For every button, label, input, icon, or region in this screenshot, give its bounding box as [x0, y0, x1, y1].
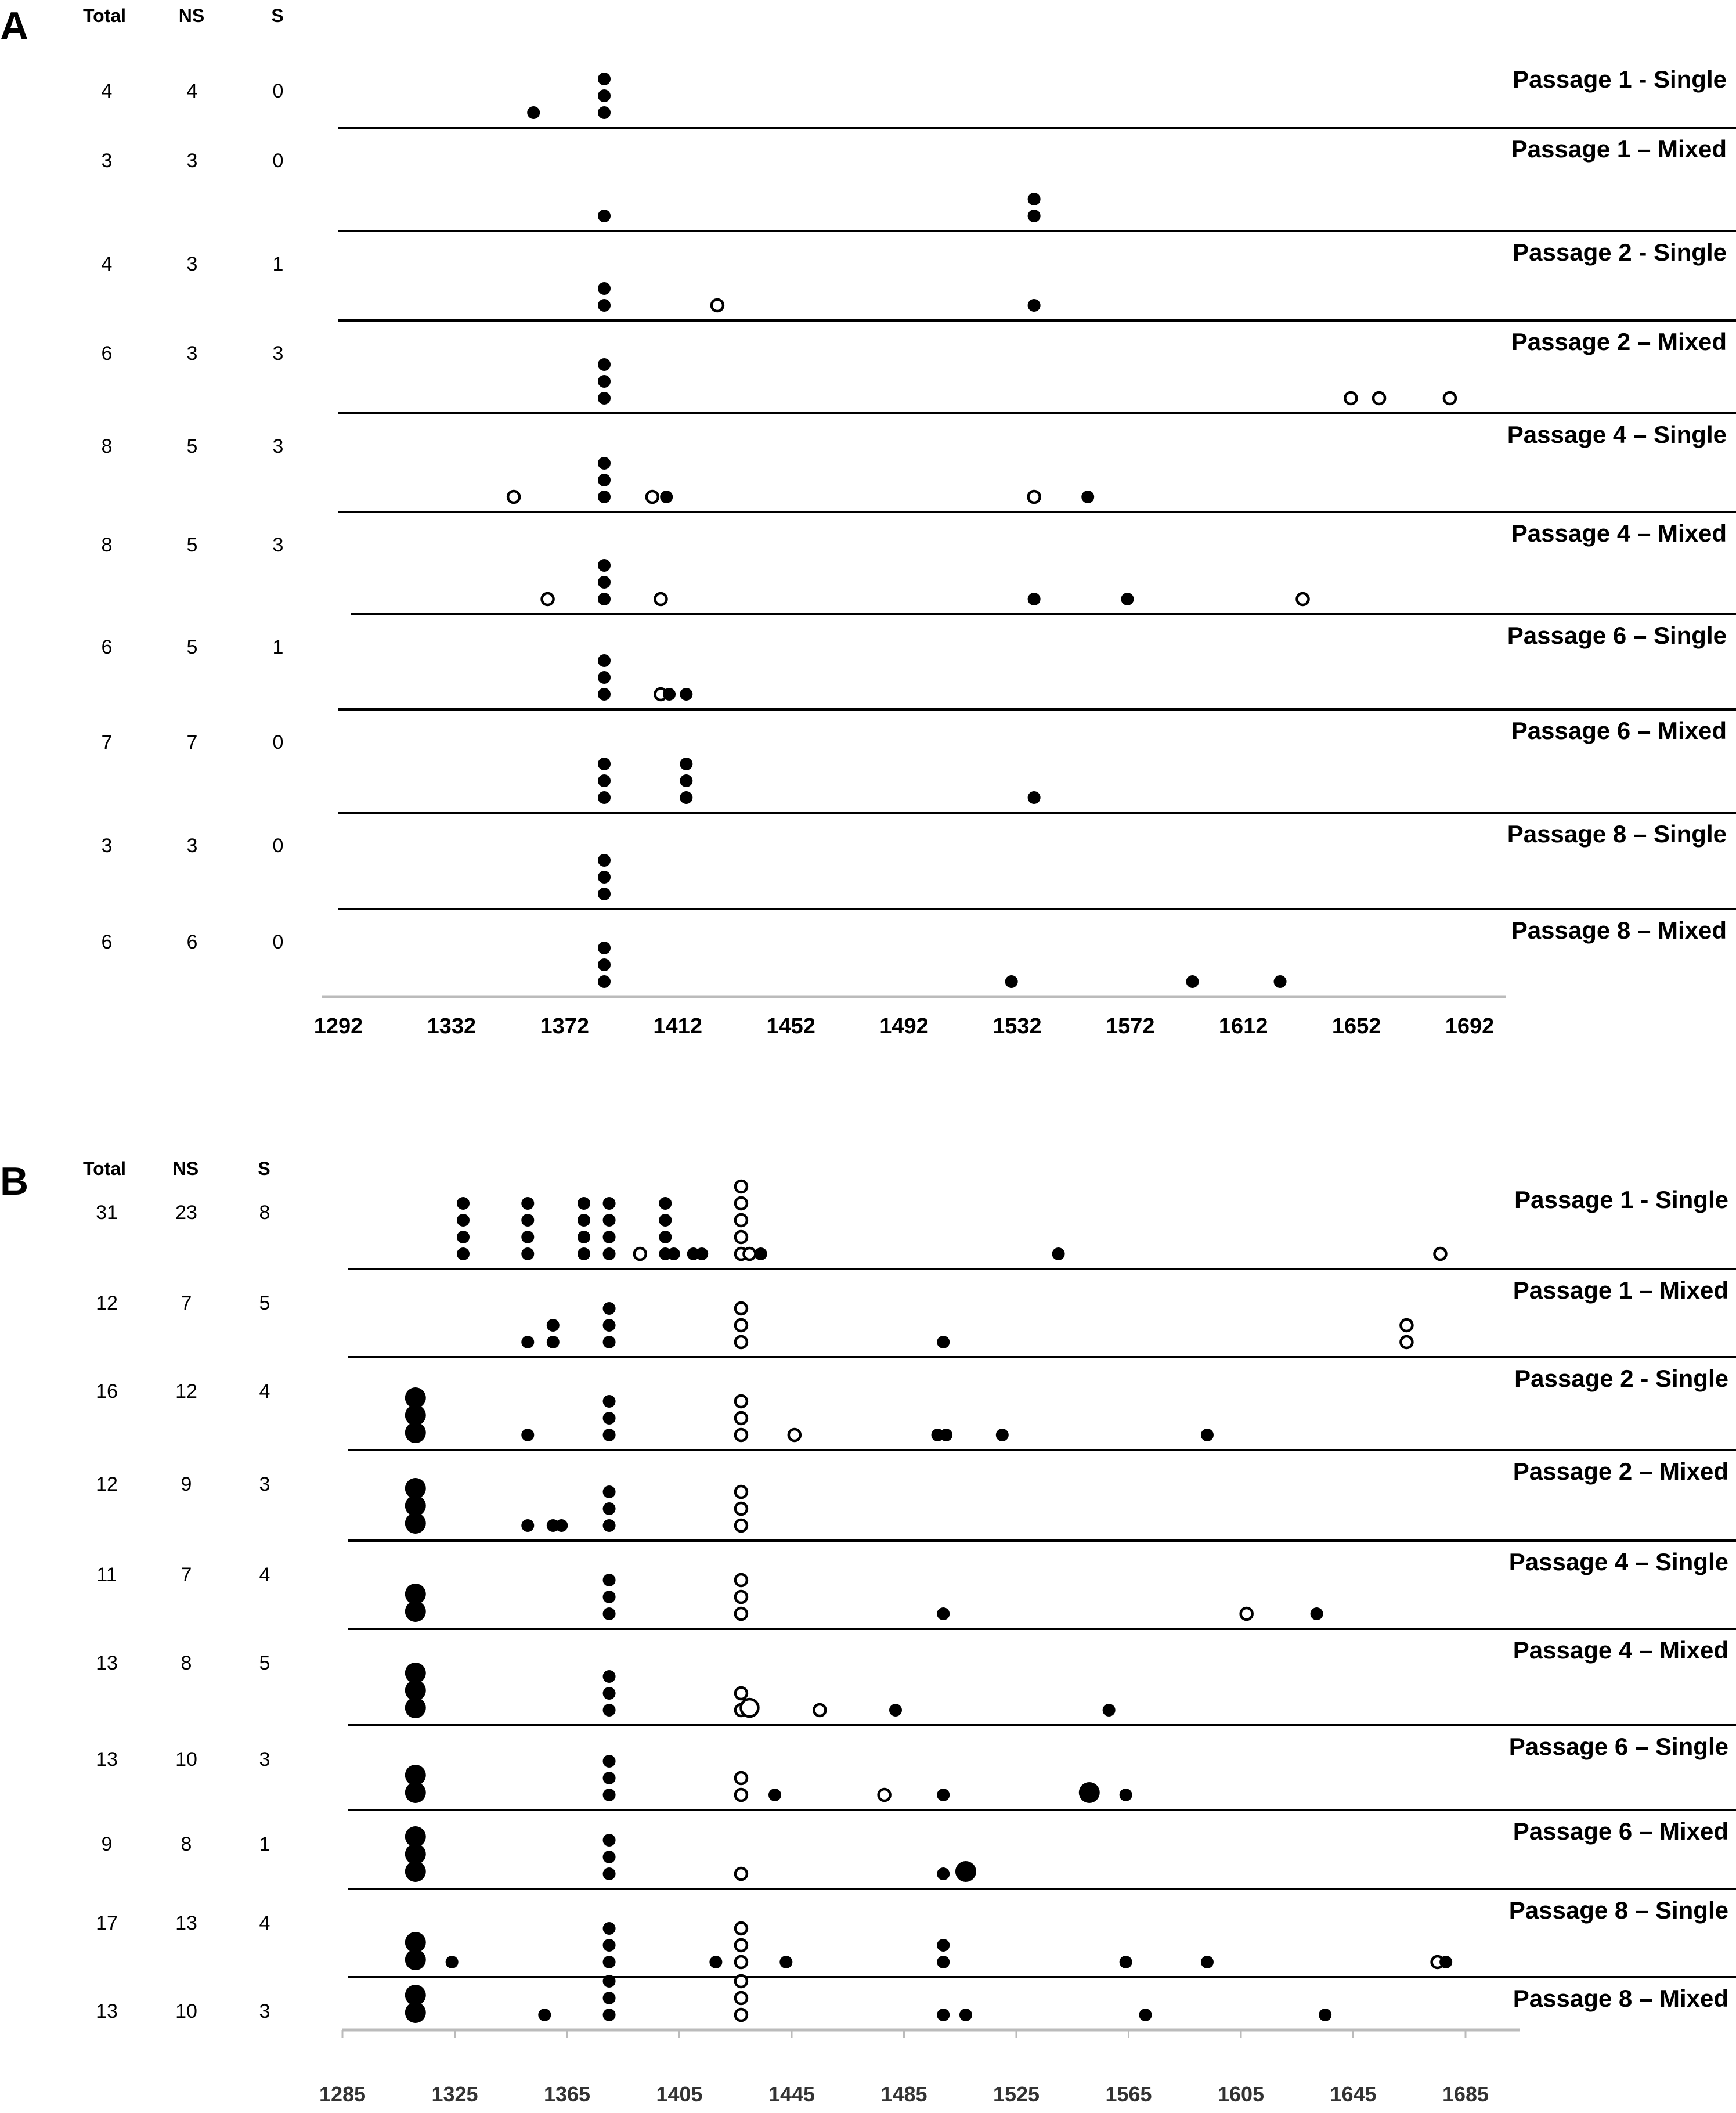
pa-filled-dot — [1005, 975, 1018, 988]
pb-count-s: 3 — [259, 1473, 270, 1495]
pb-filled-dot — [768, 1789, 781, 1801]
pa-count-total: 3 — [101, 150, 113, 172]
pb-open-dot — [735, 1503, 747, 1515]
pa-count-ns: 5 — [186, 636, 198, 658]
pb-x-tick-label: 1285 — [319, 2082, 366, 2106]
pb-filled-dot — [405, 1826, 426, 1847]
pa-row-label: Passage 4 – Mixed — [1511, 520, 1727, 547]
pb-count-s: 5 — [259, 1292, 270, 1314]
pa-row-label: Passage 8 – Mixed — [1511, 917, 1727, 944]
pb-row-label: Passage 8 – Single — [1508, 1896, 1728, 1924]
pa-x-tick-label: 1372 — [540, 1014, 590, 1039]
pa-filled-dot — [598, 774, 611, 787]
pa-filled-dot — [598, 758, 611, 770]
pa-filled-dot — [663, 688, 676, 701]
pb-open-dot — [735, 1975, 747, 1987]
pb-count-s: 4 — [259, 1380, 270, 1402]
pa-count-s: 3 — [272, 342, 284, 365]
pa-count-s: 1 — [272, 636, 284, 658]
pb-count-total: 13 — [96, 2000, 118, 2022]
pb-open-dot — [735, 1429, 747, 1441]
pa-row-label: Passage 8 – Single — [1507, 820, 1727, 848]
pa-count-total: 8 — [101, 534, 113, 556]
pa-x-tick-label: 1492 — [879, 1014, 929, 1039]
pb-filled-dot — [695, 1247, 708, 1260]
pa-x-tick-label: 1412 — [653, 1014, 702, 1039]
pb-filled-dot — [955, 1861, 976, 1882]
pb-open-dot — [735, 1772, 747, 1784]
panel-a-header-ns: NS — [178, 5, 205, 26]
pa-open-dot — [647, 491, 658, 503]
pa-count-ns: 3 — [186, 835, 198, 857]
pa-open-dot — [1297, 593, 1309, 605]
panel-a-letter: A — [0, 4, 29, 48]
pb-filled-dot — [603, 1755, 616, 1768]
pa-count-total: 6 — [101, 342, 113, 365]
pa-filled-dot — [680, 774, 692, 787]
pb-count-ns: 8 — [181, 1652, 192, 1674]
pa-filled-dot — [598, 975, 611, 988]
pb-row-label: Passage 6 – Mixed — [1513, 1818, 1728, 1845]
pa-filled-dot — [598, 559, 611, 572]
pb-filled-dot — [405, 1584, 426, 1604]
pa-count-s: 0 — [272, 80, 284, 102]
pa-filled-dot — [598, 671, 611, 684]
pb-filled-dot — [603, 1336, 616, 1348]
pb-filled-dot — [603, 1302, 616, 1315]
pa-count-ns: 3 — [186, 253, 198, 275]
pa-filled-dot — [598, 299, 611, 312]
pa-filled-dot — [527, 106, 540, 119]
pb-count-ns: 7 — [181, 1292, 192, 1314]
pb-open-dot — [735, 1181, 747, 1192]
pa-row-label: Passage 6 – Mixed — [1511, 717, 1727, 744]
pa-count-s: 0 — [272, 150, 284, 172]
pa-count-s: 0 — [272, 835, 284, 857]
pb-open-dot — [735, 1412, 747, 1424]
pa-row-label: Passage 6 – Single — [1507, 622, 1727, 649]
pa-filled-dot — [598, 593, 611, 605]
pa-filled-dot — [598, 942, 611, 954]
pa-filled-dot — [598, 457, 611, 470]
pa-x-tick-label: 1572 — [1106, 1014, 1155, 1039]
pb-open-dot — [735, 2009, 747, 2021]
pb-filled-dot — [1439, 1956, 1452, 1968]
pb-count-total: 31 — [96, 1202, 118, 1224]
pa-x-tick-label: 1332 — [427, 1014, 477, 1039]
pb-filled-dot — [603, 1197, 616, 1210]
pa-count-ns: 4 — [186, 80, 198, 102]
pb-filled-dot — [538, 2009, 551, 2021]
pb-count-total: 16 — [96, 1380, 118, 1402]
pb-filled-dot — [603, 1607, 616, 1620]
panel-b-plot — [96, 1181, 1736, 2106]
pb-filled-dot — [555, 1519, 568, 1532]
pb-filled-dot — [659, 1231, 672, 1243]
pa-count-total: 4 — [101, 253, 113, 275]
pb-open-dot — [789, 1429, 800, 1441]
pa-filled-dot — [1186, 975, 1199, 988]
pb-filled-dot — [603, 1975, 616, 1988]
pb-filled-dot — [1201, 1956, 1214, 1968]
pb-filled-dot — [603, 1939, 616, 1952]
pb-filled-dot — [603, 1412, 616, 1425]
pa-filled-dot — [598, 871, 611, 884]
pb-filled-dot — [521, 1519, 534, 1532]
pa-count-s: 3 — [272, 435, 284, 457]
pb-filled-dot — [1052, 1247, 1065, 1260]
pb-filled-dot — [521, 1197, 534, 1210]
pa-open-dot — [1373, 392, 1385, 404]
pb-open-dot — [1401, 1319, 1412, 1331]
pb-filled-dot — [578, 1197, 590, 1210]
pb-filled-dot — [937, 2009, 950, 2021]
pb-filled-dot — [779, 1956, 792, 1968]
pb-count-total: 12 — [96, 1292, 118, 1314]
pb-filled-dot — [578, 1214, 590, 1227]
pb-row-label: Passage 4 – Single — [1508, 1548, 1728, 1575]
pb-x-tick-label: 1685 — [1442, 2082, 1489, 2106]
pb-open-dot — [1434, 1248, 1446, 1260]
panel-b-letter: B — [0, 1159, 29, 1203]
pa-count-s: 0 — [272, 731, 284, 753]
pb-filled-dot — [405, 1663, 426, 1683]
pa-row-label: Passage 2 – Mixed — [1511, 328, 1727, 355]
pb-filled-dot — [603, 1992, 616, 2004]
pb-filled-dot — [603, 1591, 616, 1603]
pa-row-label: Passage 1 - Single — [1513, 66, 1727, 93]
pa-count-total: 6 — [101, 931, 113, 953]
pa-filled-dot — [1028, 193, 1041, 205]
pa-filled-dot — [1028, 791, 1041, 804]
pb-row-label: Passage 2 – Mixed — [1513, 1458, 1728, 1485]
pa-filled-dot — [598, 106, 611, 119]
pb-count-total: 17 — [96, 1912, 118, 1934]
pb-row-label: Passage 1 – Mixed — [1513, 1277, 1728, 1304]
pb-row-label: Passage 4 – Mixed — [1513, 1636, 1728, 1664]
pa-filled-dot — [680, 688, 692, 701]
pa-row-label: Passage 1 – Mixed — [1511, 135, 1727, 163]
pb-filled-dot — [603, 1231, 616, 1243]
pb-filled-dot — [603, 1429, 616, 1441]
pa-count-total: 4 — [101, 80, 113, 102]
pb-open-dot — [735, 1574, 747, 1586]
pb-filled-dot — [457, 1197, 470, 1210]
pa-row-label: Passage 4 – Single — [1507, 421, 1727, 448]
pa-filled-dot — [598, 358, 611, 371]
pb-filled-dot — [547, 1336, 560, 1348]
pb-filled-dot — [659, 1214, 672, 1227]
pa-count-ns: 5 — [186, 534, 198, 556]
pb-filled-dot — [603, 2009, 616, 2021]
panel-a-header-total: Total — [82, 5, 127, 26]
pa-filled-dot — [598, 73, 611, 85]
pb-filled-dot — [603, 1834, 616, 1847]
pa-filled-dot — [598, 491, 611, 503]
pb-filled-dot — [547, 1319, 560, 1332]
pb-open-dot — [735, 1992, 747, 2004]
pb-filled-dot — [578, 1231, 590, 1243]
pb-open-dot — [814, 1704, 825, 1716]
pb-filled-dot — [1103, 1704, 1116, 1717]
pb-filled-dot — [603, 1704, 616, 1717]
pa-filled-dot — [598, 474, 611, 486]
pb-open-dot — [735, 1520, 747, 1531]
pa-filled-dot — [680, 758, 692, 770]
pb-filled-dot — [405, 1387, 426, 1408]
pb-open-dot — [735, 1591, 747, 1603]
pb-filled-dot — [603, 1687, 616, 1700]
pb-filled-dot — [578, 1247, 590, 1260]
pb-count-ns: 10 — [175, 1748, 197, 1771]
pa-count-ns: 7 — [186, 731, 198, 753]
pb-count-ns: 13 — [175, 1912, 197, 1934]
pa-filled-dot — [1274, 975, 1287, 988]
panel-b-header-total: Total — [82, 1158, 127, 1179]
pa-row-label: Passage 2 - Single — [1513, 239, 1727, 266]
pb-filled-dot — [603, 1395, 616, 1408]
pb-x-tick-label: 1405 — [656, 2082, 703, 2106]
pb-filled-dot — [940, 1429, 952, 1441]
pb-filled-dot — [405, 1932, 426, 1953]
pb-open-dot — [735, 1687, 747, 1699]
pb-count-total: 12 — [96, 1473, 118, 1495]
pa-count-ns: 3 — [186, 150, 198, 172]
pa-filled-dot — [680, 791, 692, 804]
pb-filled-dot — [889, 1704, 902, 1717]
pb-open-dot — [735, 1336, 747, 1348]
pa-filled-dot — [1081, 491, 1094, 503]
pa-filled-dot — [598, 688, 611, 701]
pb-filled-dot — [405, 1985, 426, 2006]
pa-count-total: 6 — [101, 636, 113, 658]
pb-open-dot — [735, 1868, 747, 1880]
pa-count-ns: 6 — [186, 931, 198, 953]
pb-row-label: Passage 6 – Single — [1508, 1733, 1728, 1760]
pa-open-dot — [655, 593, 666, 605]
pa-filled-dot — [1121, 593, 1134, 605]
pb-filled-dot — [959, 2009, 972, 2021]
pb-count-ns: 10 — [175, 2000, 197, 2022]
pb-filled-dot — [1319, 2009, 1331, 2021]
pb-filled-dot — [603, 1574, 616, 1586]
pa-filled-dot — [598, 958, 611, 971]
pa-open-dot — [542, 593, 554, 605]
pb-filled-dot — [937, 1956, 950, 1968]
pb-filled-dot — [521, 1231, 534, 1243]
pa-filled-dot — [598, 89, 611, 102]
pa-x-tick-label: 1452 — [766, 1014, 815, 1039]
pb-filled-dot — [521, 1214, 534, 1227]
panel-a-header-s: S — [271, 5, 284, 26]
pb-count-total: 13 — [96, 1652, 118, 1674]
pa-count-total: 3 — [101, 835, 113, 857]
pa-x-tick-label: 1692 — [1445, 1014, 1495, 1039]
pb-open-dot — [741, 1699, 758, 1717]
pb-x-tick-label: 1525 — [992, 2082, 1040, 2106]
pb-open-dot — [735, 1231, 747, 1243]
pa-x-tick-label: 1532 — [992, 1014, 1042, 1039]
pb-open-dot — [735, 1789, 747, 1801]
pa-open-dot — [1444, 392, 1456, 404]
pb-open-dot — [735, 1939, 747, 1951]
pb-filled-dot — [937, 1867, 950, 1880]
pb-count-total: 11 — [96, 1564, 117, 1586]
pb-filled-dot — [1139, 2009, 1152, 2021]
pb-filled-dot — [603, 1789, 616, 1801]
pb-filled-dot — [405, 1765, 426, 1786]
panel-a-plot — [102, 66, 1736, 1039]
pb-filled-dot — [603, 1247, 616, 1260]
pa-count-total: 8 — [101, 435, 113, 457]
pa-filled-dot — [1028, 593, 1041, 605]
pb-filled-dot — [937, 1939, 950, 1952]
pa-filled-dot — [1028, 299, 1041, 312]
pb-open-dot — [634, 1248, 646, 1260]
pb-filled-dot — [1120, 1789, 1132, 1801]
pb-open-dot — [735, 1198, 747, 1209]
pb-open-dot — [1401, 1336, 1412, 1348]
pb-filled-dot — [603, 1319, 616, 1332]
pa-count-s: 0 — [272, 931, 284, 953]
pa-filled-dot — [598, 576, 611, 589]
pa-filled-dot — [1028, 210, 1041, 222]
pb-filled-dot — [1311, 1607, 1323, 1620]
pb-count-s: 3 — [259, 1748, 270, 1771]
pa-count-ns: 3 — [186, 342, 198, 365]
pb-filled-dot — [709, 1956, 722, 1968]
pb-filled-dot — [659, 1197, 672, 1210]
pb-count-total: 13 — [96, 1748, 118, 1771]
pb-count-ns: 23 — [175, 1202, 197, 1224]
pa-filled-dot — [598, 210, 611, 222]
pa-filled-dot — [598, 854, 611, 867]
pb-filled-dot — [521, 1336, 534, 1348]
pb-filled-dot — [603, 1485, 616, 1498]
pb-filled-dot — [603, 1922, 616, 1935]
pa-x-tick-label: 1292 — [313, 1014, 363, 1039]
pa-count-s: 1 — [272, 253, 284, 275]
pb-filled-dot — [937, 1789, 950, 1801]
pb-x-tick-label: 1565 — [1105, 2082, 1152, 2106]
pb-x-tick-label: 1445 — [768, 2082, 815, 2106]
pb-filled-dot — [405, 1478, 426, 1499]
pb-filled-dot — [667, 1247, 680, 1260]
pa-filled-dot — [598, 282, 611, 295]
pb-filled-dot — [755, 1247, 767, 1260]
pb-row-label: Passage 8 – Mixed — [1513, 1985, 1728, 2012]
pa-open-dot — [1345, 392, 1356, 404]
pa-filled-dot — [660, 491, 673, 503]
pb-open-dot — [735, 1396, 747, 1407]
pb-open-dot — [735, 1319, 747, 1331]
pb-filled-dot — [457, 1231, 470, 1243]
pb-filled-dot — [1079, 1782, 1100, 1803]
pa-filled-dot — [598, 392, 611, 405]
pb-filled-dot — [603, 1851, 616, 1863]
pb-open-dot — [879, 1789, 890, 1801]
pb-count-ns: 7 — [181, 1564, 192, 1586]
pb-count-s: 1 — [259, 1833, 270, 1855]
pa-x-tick-label: 1612 — [1218, 1014, 1268, 1039]
pb-count-ns: 8 — [181, 1833, 192, 1855]
pb-filled-dot — [603, 1670, 616, 1683]
pb-open-dot — [744, 1248, 755, 1260]
pa-open-dot — [712, 300, 723, 311]
pb-count-ns: 9 — [181, 1473, 192, 1495]
pb-filled-dot — [603, 1502, 616, 1515]
pa-filled-dot — [598, 791, 611, 804]
pb-count-ns: 12 — [175, 1380, 197, 1402]
pb-open-dot — [735, 1214, 747, 1226]
pb-open-dot — [735, 1956, 747, 1968]
pb-x-tick-label: 1605 — [1217, 2082, 1265, 2106]
pa-count-s: 3 — [272, 534, 284, 556]
pa-filled-dot — [598, 654, 611, 667]
pb-filled-dot — [1120, 1956, 1132, 1968]
pb-filled-dot — [603, 1956, 616, 1968]
pb-open-dot — [735, 1486, 747, 1498]
pa-filled-dot — [598, 375, 611, 388]
pa-count-ns: 5 — [186, 435, 198, 457]
pb-filled-dot — [521, 1247, 534, 1260]
pb-open-dot — [735, 1608, 747, 1620]
pa-open-dot — [1028, 491, 1040, 503]
pb-filled-dot — [937, 1336, 950, 1348]
pb-count-s: 3 — [259, 2000, 270, 2022]
pb-open-dot — [735, 1923, 747, 1934]
pb-filled-dot — [937, 1607, 950, 1620]
panel-b-header-s: S — [258, 1158, 270, 1179]
pb-count-s: 5 — [259, 1652, 270, 1674]
pa-filled-dot — [598, 888, 611, 900]
pb-count-s: 4 — [259, 1564, 270, 1586]
pa-open-dot — [508, 491, 519, 503]
pa-x-tick-label: 1652 — [1331, 1014, 1381, 1039]
panel-b-header-ns: NS — [172, 1158, 199, 1179]
pb-x-tick-label: 1645 — [1330, 2082, 1377, 2106]
pb-filled-dot — [603, 1519, 616, 1532]
pb-filled-dot — [603, 1214, 616, 1227]
pb-filled-dot — [457, 1214, 470, 1227]
pb-filled-dot — [457, 1247, 470, 1260]
pb-count-total: 9 — [101, 1833, 113, 1855]
pb-x-tick-label: 1485 — [880, 2082, 927, 2106]
pb-filled-dot — [603, 1772, 616, 1784]
pb-row-label: Passage 2 - Single — [1514, 1365, 1728, 1392]
pb-row-label: Passage 1 - Single — [1514, 1186, 1728, 1213]
pb-x-tick-label: 1325 — [431, 2082, 478, 2106]
pb-count-s: 4 — [259, 1912, 270, 1934]
pb-filled-dot — [996, 1429, 1009, 1441]
pa-count-total: 7 — [101, 731, 113, 753]
pb-open-dot — [735, 1303, 747, 1314]
pb-filled-dot — [1201, 1429, 1214, 1441]
pb-x-tick-label: 1365 — [543, 2082, 591, 2106]
pb-count-s: 8 — [259, 1202, 270, 1224]
pb-filled-dot — [603, 1867, 616, 1880]
pb-open-dot — [1241, 1608, 1253, 1620]
pb-filled-dot — [446, 1956, 459, 1968]
pb-filled-dot — [521, 1429, 534, 1441]
